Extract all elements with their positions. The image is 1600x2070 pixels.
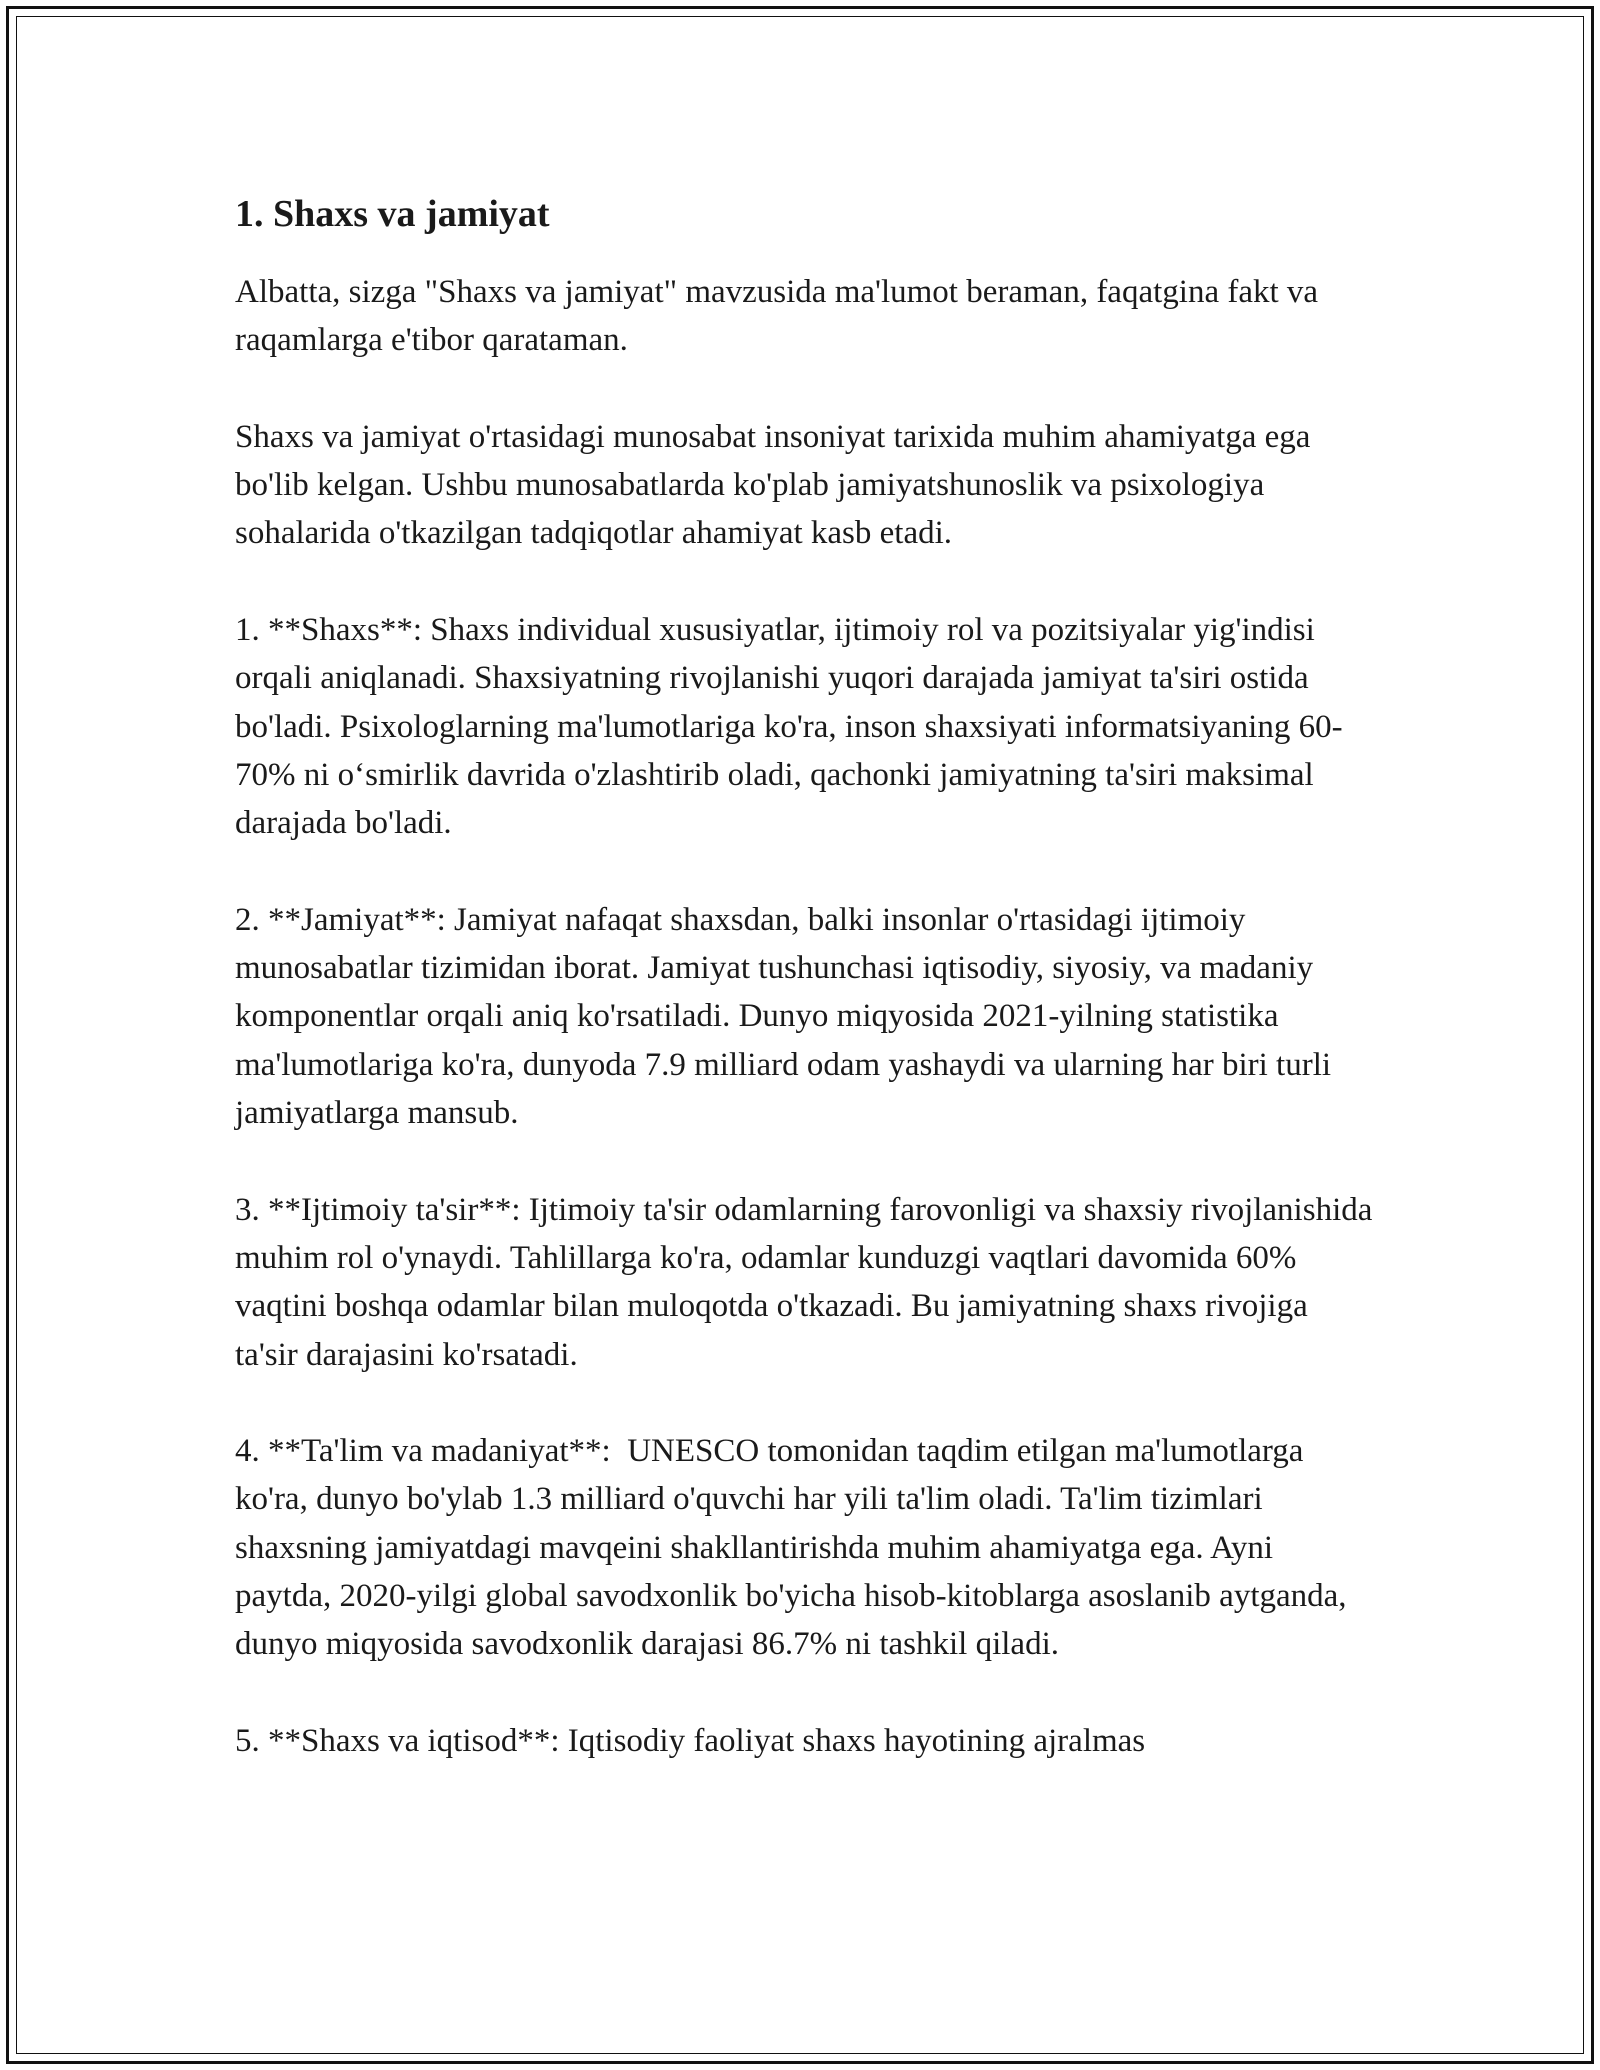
paragraph-overview: Shaxs va jamiyat o'rtasidagi munosabat insoniyat tarixida muhim ahamiyatga ega bo'lib kelgan. Ushbu munosabatlarda ko'plab jamiyatshunoslik va psixologiya sohalarida o'tkazilgan tadqiqotlar ahamiyat kasb etadi. [235, 418, 1319, 552]
paragraph-intro: Albatta, sizga "Shaxs va jamiyat" mavzusida ma'lumot beraman, faqatgina fakt va raqamlarga e'tibor qarataman. [235, 274, 1327, 359]
paragraph-item-4: 4. **Ta'lim va madaniyat**: UNESCO tomonidan taqdim etilgan ma'lumotlarga ko'ra, dunyo bo'ylab 1.3 milliard o'quvchi har yili ta'lim oladi. Ta'lim tizimlari shaxsning jamiyatdagi mavqeini shakllantirishda muhim ahamiyatga ega. Ayni paytda, 2020-yilgi global savodxonlik bo'yicha hisob-kitoblarga asoslanib aytganda, dunyo miqyosida savodxonlik darajasi 86.7% ni tashkil qiladi. [235, 1433, 1355, 1663]
paragraph-item-1: 1. **Shaxs**: Shaxs individual xususiyatlar, ijtimoiy rol va pozitsiyalar yig'indisi orqali aniqlanadi. Shaxsiyatning rivojlanishi yuqori darajada jamiyat ta'siri ostida bo'ladi. Psixologlarning ma'lumotlariga ko'ra, inson shaxsiyati informatsiyaning 60-70% ni o‘smirlik davrida o'zlashtirib oladi, qachonki jamiyatning ta'siri maksimal darajada bo'ladi. [235, 612, 1343, 842]
paragraph-item-2: 2. **Jamiyat**: Jamiyat nafaqat shaxsdan, balki insonlar o'rtasidagi ijtimoiy munosabatlar tizimidan iborat. Jamiyat tushunchasi iqtisodiy, siyosiy, va madaniy komponentlar orqali aniq ko'rsatiladi. Dunyo miqyosida 2021-yilning statistika ma'lumotlariga ko'ra, dunyoda 7.9 milliard odam yashaydi va ularning har biri turli jamiyatlarga mansub. [235, 901, 1340, 1132]
paragraph-item-3: 3. **Ijtimoiy ta'sir**: Ijtimoiy ta'sir odamlarning farovonligi va shaxsiy rivojlanishida muhim rol o'ynaydi. Tahlillarga ko'ra, odamlar kunduzgi vaqtlari davomida 60% vaqtini boshqa odamlar bilan muloqotda o'tkazadi. Bu jamiyatning shaxs rivojiga ta'sir darajasini ko'rsatadi. [235, 1191, 1381, 1373]
paragraph-item-5: 5. **Shaxs va iqtisod**: Iqtisodiy faoliyat shaxs hayotining ajralmas [235, 1722, 1146, 1759]
document-body [235, 188, 1381, 1814]
document-title: 1. Shaxs va jamiyat [235, 193, 550, 235]
